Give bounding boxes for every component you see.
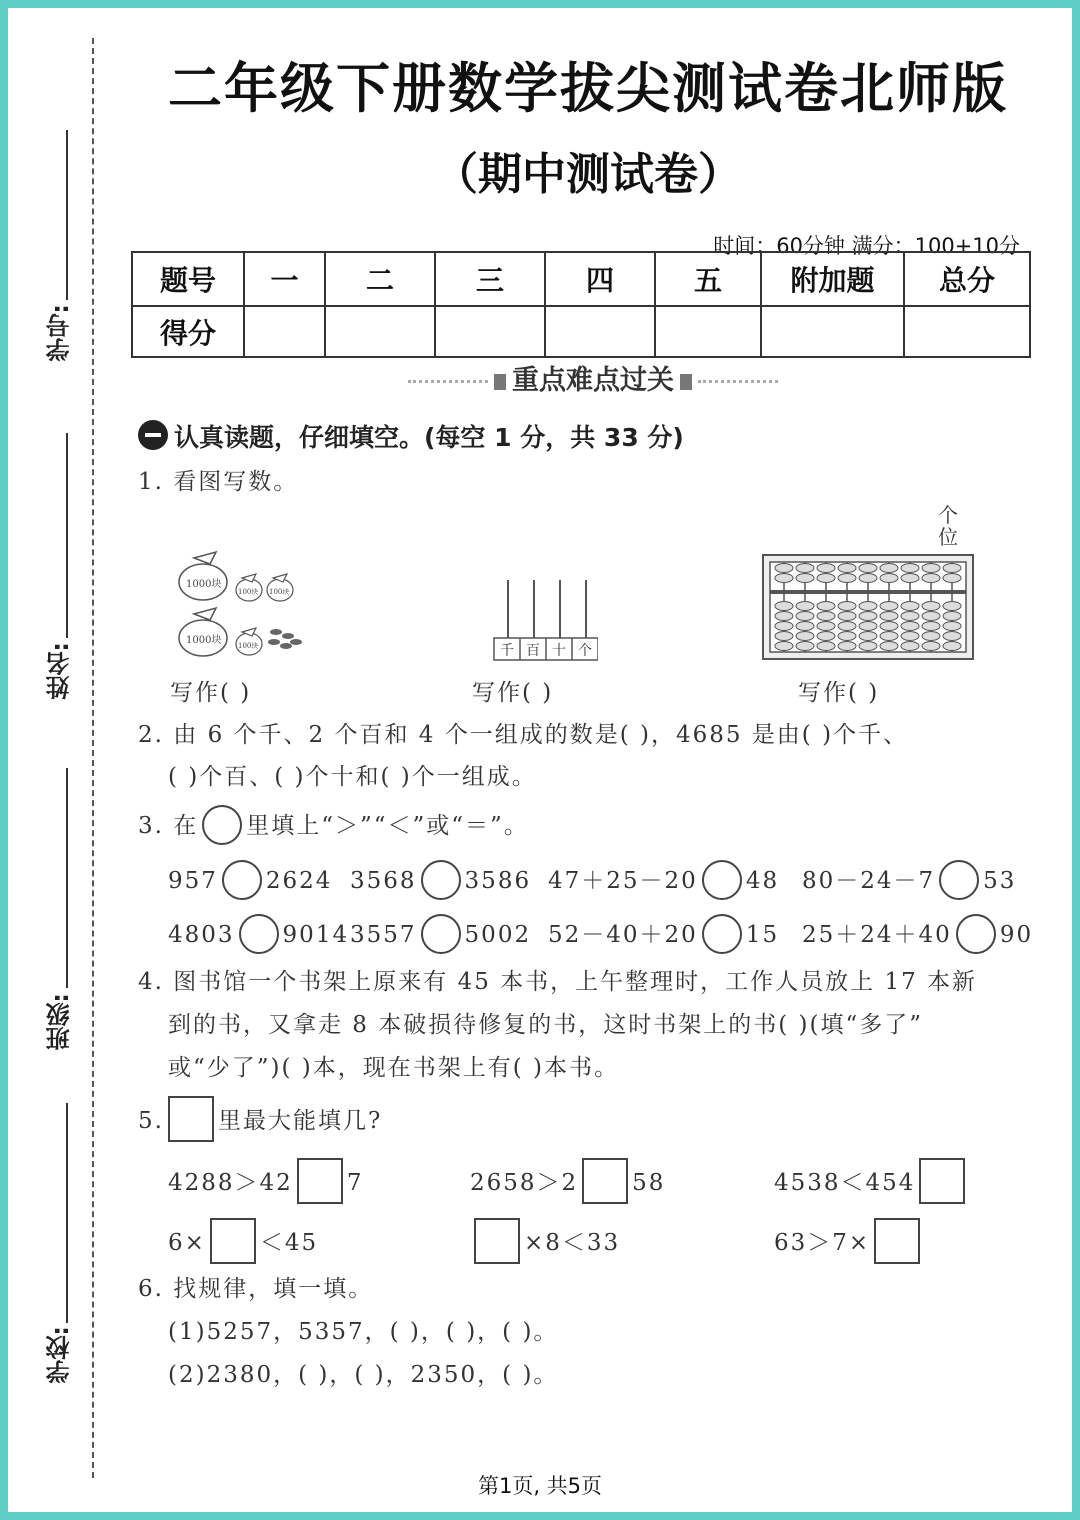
score-cell[interactable] <box>244 306 325 357</box>
abacus-illustration <box>762 554 974 660</box>
score-head-cell: 一 <box>244 252 325 306</box>
abacus-rods <box>775 562 961 652</box>
abacus-bead <box>796 622 814 631</box>
q1-answer-c[interactable]: 写作( ) <box>798 680 880 706</box>
section-one-heading <box>138 418 684 454</box>
abacus-bead <box>859 632 877 641</box>
banner-text: 重点难点过关 <box>512 365 674 396</box>
q5-left: 4288＞42 <box>168 1170 293 1196</box>
compare-circle[interactable] <box>939 860 979 900</box>
q5-left: 63＞7× <box>774 1230 871 1256</box>
score-cell[interactable] <box>655 306 761 357</box>
abacus-bead <box>880 632 898 641</box>
abacus-bead <box>922 602 940 611</box>
bag-small-label: 100块 <box>269 588 290 596</box>
bag-1000-icon <box>179 608 227 656</box>
student-id-label: 学号: <box>46 304 74 362</box>
answer-box[interactable] <box>474 1218 520 1264</box>
counting-rods <box>508 580 586 638</box>
score-head-cell: 五 <box>655 252 761 306</box>
answer-box[interactable] <box>210 1218 256 1264</box>
abacus-bead <box>775 612 793 621</box>
school-line <box>66 1103 68 1323</box>
abacus-bead <box>817 574 835 583</box>
score-head-cell: 题号 <box>132 252 244 306</box>
school-label: 学校: <box>46 1326 74 1384</box>
abacus-bead <box>922 574 940 583</box>
rod-label-tens: 十 <box>552 643 566 659</box>
q5-stem-a: 5. <box>138 1108 164 1134</box>
abacus-bead <box>880 564 898 573</box>
score-table <box>131 251 1031 358</box>
q3-item <box>168 914 349 954</box>
q6-line2: (2)2380，( )，( )，2350，( )。 <box>168 1362 559 1388</box>
q5-stem <box>138 1096 382 1142</box>
abacus-bead <box>838 574 856 583</box>
abacus-bead <box>859 612 877 621</box>
abacus-bead <box>817 642 835 651</box>
abacus-bead <box>880 612 898 621</box>
q3-left: 80－24－7 <box>802 868 936 894</box>
abacus-bead <box>838 632 856 641</box>
q1-stem: 1. 看图写数。 <box>138 469 299 495</box>
q3-right: 15 <box>745 922 780 948</box>
score-head-cell: 二 <box>325 252 435 306</box>
abacus-bead <box>922 632 940 641</box>
abacus-bead <box>922 642 940 651</box>
q6-line1: (1)5257，5357，( )，( )，( )。 <box>168 1319 559 1345</box>
q3-left: 3557 <box>350 922 417 948</box>
abacus-bead <box>859 574 877 583</box>
compare-circle[interactable] <box>239 914 279 954</box>
compare-circle[interactable] <box>421 914 461 954</box>
coins-icon <box>268 629 302 649</box>
abacus-bead <box>838 602 856 611</box>
abacus-bead <box>880 642 898 651</box>
abacus-bead <box>838 642 856 651</box>
rod-label-ones: 个 <box>578 643 592 659</box>
abacus-bead <box>775 632 793 641</box>
q1-answer-a[interactable]: 写作( ) <box>170 680 252 706</box>
abacus-bead <box>901 612 919 621</box>
name-line <box>66 433 68 638</box>
answer-box[interactable] <box>297 1158 343 1204</box>
q5-right: ＜45 <box>259 1230 319 1256</box>
bag-small-label: 100块 <box>238 588 259 596</box>
banner-square <box>494 374 506 390</box>
q1-answer-b[interactable]: 写作( ) <box>472 680 554 706</box>
answer-box[interactable] <box>874 1218 920 1264</box>
q5-right: ×8＜33 <box>524 1230 621 1256</box>
q3-item <box>802 860 1016 900</box>
q3-item <box>548 914 779 954</box>
score-head-cell: 附加题 <box>761 252 904 306</box>
abacus-bead <box>817 564 835 573</box>
abacus-bead <box>796 564 814 573</box>
abacus-bead <box>775 622 793 631</box>
q3-item <box>350 860 531 900</box>
q3-item <box>168 860 332 900</box>
q6-stem: 6. 找规律，填一填。 <box>138 1276 374 1302</box>
exam-page <box>8 8 1072 1512</box>
abacus-ones-label: 个 位 <box>938 503 958 549</box>
q3-left: 25＋24＋40 <box>802 922 952 948</box>
score-cell[interactable] <box>761 306 904 357</box>
score-cell[interactable] <box>435 306 545 357</box>
abacus-bead <box>943 612 961 621</box>
q3-left: 52－40＋20 <box>548 922 698 948</box>
abacus-bead <box>901 564 919 573</box>
q5-right: 58 <box>632 1170 666 1196</box>
abacus-bead <box>880 574 898 583</box>
class-line <box>66 768 68 988</box>
score-cell[interactable] <box>904 306 1030 357</box>
bag-big-label: 1000块 <box>186 635 222 646</box>
abacus-bead <box>943 564 961 573</box>
abacus-bead <box>796 632 814 641</box>
score-head-cell: 总分 <box>904 252 1030 306</box>
q5-item <box>470 1158 665 1204</box>
q3-item <box>548 860 779 900</box>
abacus-bead <box>775 574 793 583</box>
rod-label-hundreds: 百 <box>526 643 540 659</box>
q5-item <box>470 1218 620 1264</box>
abacus-bead <box>859 642 877 651</box>
square-icon <box>168 1096 214 1142</box>
binding-dashed-line <box>92 38 94 1478</box>
abacus-bead <box>796 574 814 583</box>
q3-right: 53 <box>983 868 1017 894</box>
abacus-bead <box>796 612 814 621</box>
q3-right: 3586 <box>464 868 532 894</box>
page-subtitle: （期中测试卷） <box>434 149 742 200</box>
compare-circle[interactable] <box>421 860 461 900</box>
score-head-cell: 三 <box>435 252 545 306</box>
q3-left: 47＋25－20 <box>548 868 698 894</box>
section-number-badge <box>138 420 168 450</box>
score-head-cell: 四 <box>545 252 655 306</box>
abacus-bead <box>775 602 793 611</box>
bag-small-label: 100块 <box>238 642 259 650</box>
score-cell[interactable] <box>325 306 435 357</box>
q3-left: 957 <box>168 868 218 894</box>
q4-line3: 或“少了”)( )本，现在书架上有( )本书。 <box>168 1055 620 1081</box>
q3-right: 9014 <box>282 922 350 948</box>
abacus-bead <box>838 622 856 631</box>
class-label: 班级: <box>46 993 74 1051</box>
abacus-bead <box>901 622 919 631</box>
page-footer: 第1页, 共5页 <box>477 1474 603 1498</box>
abacus-bead <box>838 612 856 621</box>
circle-icon <box>202 805 242 845</box>
score-cell[interactable] <box>545 306 655 357</box>
abacus-bead <box>859 564 877 573</box>
abacus-bead <box>796 602 814 611</box>
abacus-bead <box>817 612 835 621</box>
q3-stem-b: 里填上“＞”“＜”或“＝”。 <box>246 813 529 839</box>
abacus-bead <box>817 622 835 631</box>
q3-right: 48 <box>745 868 780 894</box>
compare-circle[interactable] <box>702 860 742 900</box>
rod-label-thousands: 千 <box>500 643 514 659</box>
banner-dash <box>408 380 488 383</box>
compare-circle[interactable] <box>702 914 742 954</box>
abacus-bead <box>775 642 793 651</box>
q5-left: 4538＜454 <box>774 1170 916 1196</box>
q5-right: 7 <box>346 1170 364 1196</box>
compare-circle[interactable] <box>956 914 996 954</box>
q3-stem <box>138 805 529 845</box>
q3-item <box>350 914 531 954</box>
q4-line1: 4. 图书馆一个书架上原来有 45 本书，上午整理时，工作人员放上 17 本新 <box>138 969 978 995</box>
counting-rods-illustration <box>486 574 598 664</box>
abacus-bead <box>901 602 919 611</box>
abacus-bead <box>817 632 835 641</box>
q4-line2: 到的书，又拿走 8 本破损待修复的书，这时书架上的书( )(填“多了” <box>168 1012 924 1038</box>
name-label: 姓名: <box>46 642 74 700</box>
abacus-bead <box>901 574 919 583</box>
abacus-bead <box>922 622 940 631</box>
abacus-bead <box>880 622 898 631</box>
q3-right: 5002 <box>464 922 532 948</box>
abacus-bead <box>859 622 877 631</box>
q2-line1: 2. 由 6 个千、2 个百和 4 个一组成的数是( )，4685 是由( )个千、 <box>138 722 909 748</box>
q5-item <box>774 1218 924 1264</box>
banner-square <box>680 374 692 390</box>
section-one-text: 认真读题，仔细填空。(每空 1 分，共 33 分) <box>174 423 684 452</box>
abacus-bead <box>817 602 835 611</box>
abacus-bead <box>796 642 814 651</box>
section-banner <box>378 358 808 394</box>
page-title: 二年级下册数学拔尖测试卷北师版 <box>168 57 1008 120</box>
q5-item <box>168 1158 363 1204</box>
abacus-bead <box>943 632 961 641</box>
bag-big-label: 1000块 <box>186 579 222 590</box>
q5-left: 2658＞2 <box>470 1170 579 1196</box>
abacus-bead <box>943 574 961 583</box>
q3-left: 4803 <box>168 922 235 948</box>
abacus-bead <box>901 642 919 651</box>
abacus-bead <box>922 564 940 573</box>
student-id-line <box>66 130 68 300</box>
abacus-bead <box>943 622 961 631</box>
abacus-bead <box>838 564 856 573</box>
q3-right: 90 <box>999 922 1034 948</box>
banner-dash <box>698 380 778 383</box>
abacus-bead <box>922 612 940 621</box>
abacus-bead <box>880 602 898 611</box>
money-bags-illustration <box>176 544 306 664</box>
score-row-label: 得分 <box>132 306 244 357</box>
answer-box[interactable] <box>582 1158 628 1204</box>
q3-right: 2624 <box>265 868 333 894</box>
q5-left: 6× <box>168 1230 206 1256</box>
time-score-info: 时间：60分钟 满分：100+10分 <box>713 234 1020 258</box>
q5-item <box>168 1218 318 1264</box>
q3-item <box>802 914 1033 954</box>
abacus-bead <box>943 642 961 651</box>
abacus-bead <box>943 602 961 611</box>
bag-1000-icon <box>179 552 227 600</box>
abacus-bead <box>775 564 793 573</box>
abacus-bead <box>901 632 919 641</box>
q3-left: 3568 <box>350 868 417 894</box>
q2-line2: ( )个百、( )个十和( )个一组成。 <box>168 764 537 790</box>
q3-stem-a: 3. 在 <box>138 813 199 839</box>
answer-box[interactable] <box>919 1158 965 1204</box>
abacus-bead <box>859 602 877 611</box>
q5-stem-b: 里最大能填几? <box>217 1108 383 1134</box>
compare-circle[interactable] <box>222 860 262 900</box>
q5-item <box>774 1158 969 1204</box>
